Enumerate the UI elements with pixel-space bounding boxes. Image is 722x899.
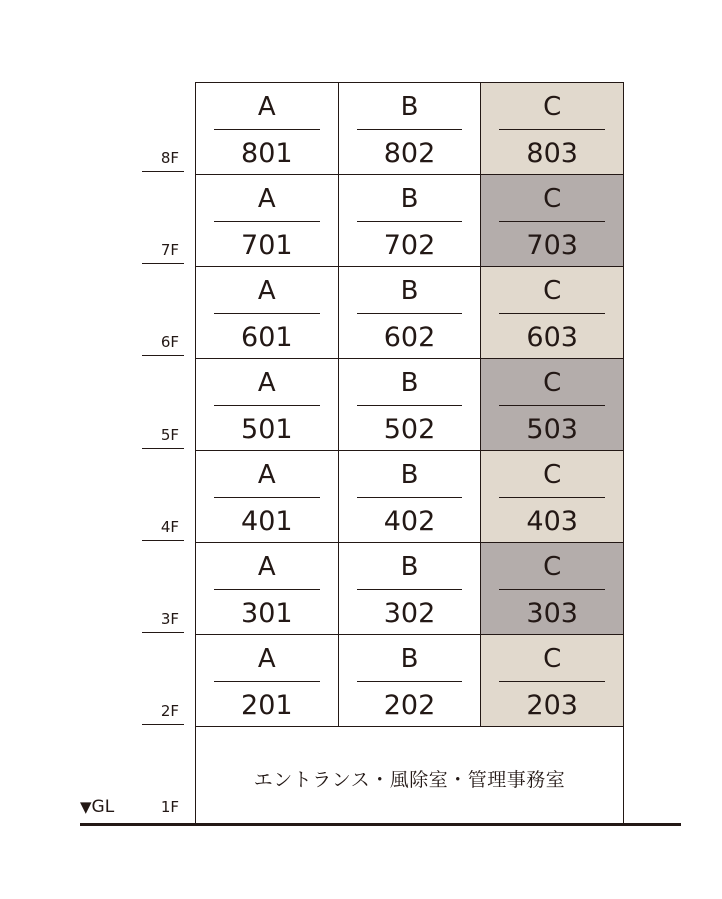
unit-divider (214, 497, 320, 498)
unit-number: 401 (241, 506, 293, 537)
ground-line (80, 823, 681, 826)
unit-number: 203 (526, 690, 578, 721)
unit-divider (357, 313, 463, 314)
unit-divider (499, 129, 605, 130)
floor-tick (142, 263, 184, 264)
floor-tick (142, 171, 184, 172)
unit-type-label: C (543, 368, 562, 398)
unit-302 (339, 543, 482, 635)
unit-401 (196, 451, 339, 543)
unit-type-label: C (543, 92, 562, 122)
unit-803 (481, 83, 624, 175)
unit-divider (214, 221, 320, 222)
gl-label: GL (91, 797, 115, 817)
unit-divider (357, 405, 463, 406)
unit-number: 201 (241, 690, 293, 721)
floor-tick (142, 724, 184, 725)
unit-type-label: A (257, 184, 276, 214)
floor-label-7f: 7F (160, 241, 179, 260)
unit-divider (357, 497, 463, 498)
floor-tick (142, 632, 184, 633)
unit-divider (499, 497, 605, 498)
unit-divider (214, 313, 320, 314)
unit-603 (481, 267, 624, 359)
floor-label-4f: 4F (160, 517, 179, 536)
floor-tick (142, 540, 184, 541)
unit-number: 503 (526, 414, 578, 445)
unit-type-label: B (400, 460, 419, 490)
unit-divider (499, 313, 605, 314)
floor-label-5f: 5F (160, 425, 179, 444)
unit-602 (339, 267, 482, 359)
unit-divider (357, 589, 463, 590)
unit-type-label: A (257, 368, 276, 398)
triangle-down-icon: ▼ (80, 798, 92, 816)
unit-type-label: A (257, 644, 276, 674)
unit-801 (196, 83, 339, 175)
unit-403 (481, 451, 624, 543)
unit-number: 703 (526, 230, 578, 261)
unit-303 (481, 543, 624, 635)
unit-divider (357, 221, 463, 222)
unit-type-label: B (400, 92, 419, 122)
floor-label-8f: 8F (160, 149, 179, 168)
floor-tick (142, 448, 184, 449)
unit-divider (499, 589, 605, 590)
unit-number: 202 (383, 690, 436, 721)
unit-type-label: C (543, 644, 562, 674)
unit-type-label: C (543, 276, 562, 306)
unit-203 (481, 635, 624, 727)
unit-number: 601 (241, 322, 293, 353)
unit-divider (214, 405, 320, 406)
unit-type-label: B (400, 276, 419, 306)
unit-703 (481, 175, 624, 267)
unit-301 (196, 543, 339, 635)
unit-type-label: B (400, 184, 419, 214)
unit-number: 303 (526, 598, 578, 629)
unit-202 (339, 635, 482, 727)
unit-701 (196, 175, 339, 267)
unit-number: 301 (241, 598, 293, 629)
unit-type-label: A (257, 92, 276, 122)
unit-number: 702 (383, 230, 436, 261)
unit-type-label: A (257, 460, 276, 490)
unit-number: 802 (383, 138, 436, 169)
ground-level-marker (80, 797, 114, 817)
unit-type-label: A (257, 552, 276, 582)
unit-number: 803 (526, 138, 578, 169)
unit-type-label: A (257, 276, 276, 306)
unit-number: 501 (241, 414, 293, 445)
floor-label-2f: 2F (160, 702, 179, 720)
unit-702 (339, 175, 482, 267)
unit-type-label: B (400, 552, 419, 582)
unit-601 (196, 267, 339, 359)
unit-divider (499, 405, 605, 406)
unit-number: 302 (383, 598, 436, 629)
unit-divider (499, 221, 605, 222)
floor-label-6f: 6F (160, 333, 179, 352)
unit-type-label: B (400, 368, 419, 398)
unit-divider (357, 129, 463, 130)
unit-type-label: B (400, 644, 419, 674)
floor-label-3f: 3F (160, 609, 179, 628)
unit-number: 502 (383, 414, 436, 445)
unit-402 (339, 451, 482, 543)
unit-divider (214, 129, 320, 130)
unit-number: 402 (383, 506, 436, 537)
ground-floor-label: エントランス・風除室・管理事務室 (253, 769, 566, 791)
unit-type-label: C (543, 184, 562, 214)
unit-501 (196, 359, 339, 451)
unit-802 (339, 83, 482, 175)
floor-label-1f: 1F (160, 798, 179, 816)
unit-number: 602 (383, 322, 436, 353)
unit-503 (481, 359, 624, 451)
ground-floor-box (195, 727, 624, 824)
unit-502 (339, 359, 482, 451)
unit-number: 801 (241, 138, 293, 169)
unit-divider (214, 589, 320, 590)
unit-divider (214, 681, 320, 682)
unit-number: 403 (526, 506, 578, 537)
unit-number: 603 (526, 322, 578, 353)
floor-tick (142, 355, 184, 356)
floor-plan-grid (195, 82, 624, 727)
unit-number: 701 (241, 230, 293, 261)
unit-divider (357, 681, 463, 682)
unit-type-label: C (543, 552, 562, 582)
unit-type-label: C (543, 460, 562, 490)
unit-201 (196, 635, 339, 727)
unit-divider (499, 681, 605, 682)
